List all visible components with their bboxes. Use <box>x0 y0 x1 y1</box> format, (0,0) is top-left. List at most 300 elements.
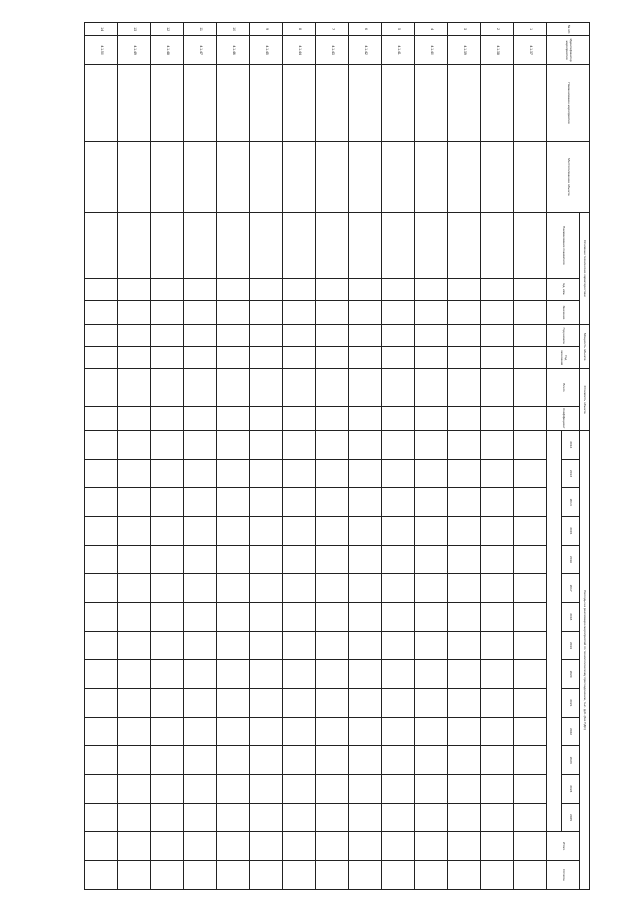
cell-id: 4.1.42 <box>349 36 382 65</box>
cell-year-value <box>448 488 481 517</box>
cell-sum <box>118 832 151 861</box>
cell-year-value <box>415 516 448 545</box>
cell-sum <box>349 832 382 861</box>
cell-end <box>217 347 250 369</box>
cell-year-value <box>349 717 382 746</box>
cell-total <box>514 369 547 406</box>
cell-sum <box>184 832 217 861</box>
cell-year-value <box>118 660 151 689</box>
cell-indicator <box>349 212 382 278</box>
cell-end <box>415 347 448 369</box>
table-row <box>316 23 349 890</box>
cell-end <box>184 347 217 369</box>
cell-year-value <box>118 717 151 746</box>
cell-indicator <box>415 212 448 278</box>
header-col-2015: 2015 <box>561 516 579 545</box>
cell-year-value <box>151 545 184 574</box>
cell-year-value <box>283 803 316 832</box>
cell-sum <box>448 832 481 861</box>
cell-year-value <box>481 803 514 832</box>
cell-year-value <box>349 689 382 718</box>
cell-year-value <box>448 545 481 574</box>
cell-year-value <box>151 459 184 488</box>
cell-year-value <box>85 660 118 689</box>
cell-location <box>217 142 250 213</box>
header-col-location: Местоположение объекта <box>547 142 590 213</box>
cell-year-value <box>151 689 184 718</box>
header-col-value: Значение <box>547 300 579 324</box>
cell-year-value <box>448 430 481 459</box>
cell-year-value <box>85 430 118 459</box>
cell-year-value <box>415 574 448 603</box>
cell-end <box>448 347 481 369</box>
cell-id: 4.1.38 <box>481 36 514 65</box>
cell-year-value <box>250 488 283 517</box>
cell-year-value <box>481 717 514 746</box>
cell-total <box>85 369 118 406</box>
cell-name <box>415 64 448 141</box>
cell-year-value <box>349 516 382 545</box>
cell-no: 1 <box>514 23 547 36</box>
cell-year-value <box>151 717 184 746</box>
cell-year-value <box>217 803 250 832</box>
cell-year-value <box>85 689 118 718</box>
cell-year-value <box>217 459 250 488</box>
cell-year-value <box>349 459 382 488</box>
cell-indicator <box>85 212 118 278</box>
cell-start <box>448 325 481 347</box>
cell-indicator <box>283 212 316 278</box>
cell-indicator <box>217 212 250 278</box>
cell-indicator <box>118 212 151 278</box>
cell-location <box>151 142 184 213</box>
cell-start <box>217 325 250 347</box>
cell-year-value <box>217 631 250 660</box>
cell-coef <box>481 406 514 430</box>
cell-year-value <box>316 631 349 660</box>
cell-value <box>118 300 151 324</box>
cell-sum <box>217 832 250 861</box>
cell-unit <box>481 278 514 300</box>
cell-year-value <box>250 603 283 632</box>
cell-rest <box>85 861 118 890</box>
cell-year-value <box>151 574 184 603</box>
cell-end <box>316 347 349 369</box>
cell-id: 4.1.48 <box>151 36 184 65</box>
cell-year-value <box>283 603 316 632</box>
cell-unit <box>514 278 547 300</box>
cell-value <box>316 300 349 324</box>
cell-year-value <box>250 717 283 746</box>
cell-sum <box>250 832 283 861</box>
cell-start <box>250 325 283 347</box>
cell-year-value <box>85 746 118 775</box>
cell-total <box>349 369 382 406</box>
header-col-no: № п/п <box>547 23 590 36</box>
table-row <box>151 23 184 890</box>
cell-year-value <box>382 775 415 804</box>
table-row <box>481 23 514 890</box>
cell-no: 11 <box>184 23 217 36</box>
cell-year-value <box>184 803 217 832</box>
cell-year-value <box>283 631 316 660</box>
cell-total <box>184 369 217 406</box>
cell-year-value <box>481 775 514 804</box>
cell-year-value <box>481 689 514 718</box>
cell-year-value <box>382 746 415 775</box>
cell-unit <box>250 278 283 300</box>
cell-coef <box>151 406 184 430</box>
cell-coef <box>382 406 415 430</box>
cell-year-value <box>448 746 481 775</box>
cell-end <box>85 347 118 369</box>
cell-year-value <box>382 459 415 488</box>
cell-year-value <box>415 775 448 804</box>
cell-year-value <box>349 488 382 517</box>
cell-unit <box>382 278 415 300</box>
cell-location <box>118 142 151 213</box>
cell-year-value <box>283 430 316 459</box>
cell-year-value <box>481 488 514 517</box>
header-group-power: Мощность объекта <box>579 325 589 369</box>
cell-no: 3 <box>448 23 481 36</box>
cell-year-value <box>184 603 217 632</box>
cell-name <box>283 64 316 141</box>
cell-year-value <box>316 545 349 574</box>
table-row <box>184 23 217 890</box>
cell-year-value <box>151 775 184 804</box>
table-row <box>349 23 382 890</box>
cell-rest <box>316 861 349 890</box>
cell-year-value <box>184 516 217 545</box>
cell-year-value <box>283 717 316 746</box>
cell-year-value <box>514 488 547 517</box>
cell-location <box>514 142 547 213</box>
cell-year-value <box>250 746 283 775</box>
cell-sum <box>316 832 349 861</box>
cell-year-value <box>217 660 250 689</box>
cell-year-value <box>448 689 481 718</box>
cell-value <box>184 300 217 324</box>
cell-year-value <box>481 430 514 459</box>
cell-end <box>382 347 415 369</box>
cell-year-value <box>514 545 547 574</box>
header-col-coef: Коэффициент <box>547 406 579 430</box>
cell-no: 13 <box>118 23 151 36</box>
cell-year-value <box>283 459 316 488</box>
cell-year-value <box>250 516 283 545</box>
table-row <box>382 23 415 890</box>
cell-indicator <box>448 212 481 278</box>
cell-year-value <box>85 574 118 603</box>
cell-name <box>85 64 118 141</box>
cell-unit <box>316 278 349 300</box>
cell-year-value <box>184 746 217 775</box>
cell-year-value <box>184 574 217 603</box>
cell-value <box>250 300 283 324</box>
cell-sum <box>382 832 415 861</box>
header-col-2024: 2024 <box>561 775 579 804</box>
cell-year-value <box>415 459 448 488</box>
cell-year-value <box>184 689 217 718</box>
cell-no: 14 <box>85 23 118 36</box>
table-row <box>283 23 316 890</box>
header-col-start: Год начала <box>547 325 579 347</box>
header-col-2016: 2016 <box>561 545 579 574</box>
cell-year-value <box>316 689 349 718</box>
cell-year-value <box>349 574 382 603</box>
cell-no: 7 <box>316 23 349 36</box>
cell-id: 4.1.41 <box>382 36 415 65</box>
cell-value <box>151 300 184 324</box>
cell-location <box>85 142 118 213</box>
cell-year-value <box>382 689 415 718</box>
cell-coef <box>250 406 283 430</box>
cell-year-value <box>118 516 151 545</box>
cell-year-value <box>415 603 448 632</box>
cell-year-value <box>283 488 316 517</box>
cell-unit <box>349 278 382 300</box>
cell-year-value <box>316 603 349 632</box>
cell-id: 4.1.37 <box>514 36 547 65</box>
cell-year-value <box>481 660 514 689</box>
cell-unit <box>217 278 250 300</box>
cell-year-value <box>217 746 250 775</box>
header-group-main: Основные технические характеристики <box>579 212 589 324</box>
cell-year-value <box>217 689 250 718</box>
cell-year-value <box>349 545 382 574</box>
cell-total <box>316 369 349 406</box>
cell-total <box>283 369 316 406</box>
cell-total <box>382 369 415 406</box>
cell-year-value <box>283 746 316 775</box>
cell-year-value <box>217 574 250 603</box>
cell-year-value <box>481 631 514 660</box>
cell-rest <box>514 861 547 890</box>
cell-total <box>250 369 283 406</box>
cell-unit <box>448 278 481 300</box>
cell-id: 4.1.40 <box>415 36 448 65</box>
cell-year-value <box>151 631 184 660</box>
header-col-2021: 2021 <box>561 689 579 718</box>
cell-year-value <box>283 660 316 689</box>
cell-year-value <box>283 516 316 545</box>
cell-location <box>382 142 415 213</box>
cell-year-value <box>415 803 448 832</box>
header-col-2017: 2017 <box>561 574 579 603</box>
cell-name <box>184 64 217 141</box>
header-col-indicator: Наименование показателя <box>547 212 579 278</box>
cell-year-value <box>217 603 250 632</box>
cell-year-value <box>382 631 415 660</box>
cell-coef <box>349 406 382 430</box>
cell-year-value <box>415 488 448 517</box>
cell-name <box>514 64 547 141</box>
cell-year-value <box>283 545 316 574</box>
cell-year-value <box>85 717 118 746</box>
cell-year-value <box>415 717 448 746</box>
cell-year-value <box>217 775 250 804</box>
cell-year-value <box>349 631 382 660</box>
cell-year-value <box>448 574 481 603</box>
cell-year-value <box>184 717 217 746</box>
cell-year-value <box>85 545 118 574</box>
cell-year-value <box>184 775 217 804</box>
cell-year-value <box>118 803 151 832</box>
cell-year-value <box>415 545 448 574</box>
cell-total <box>448 369 481 406</box>
cell-year-value <box>382 545 415 574</box>
cell-year-value <box>481 459 514 488</box>
cell-year-value <box>184 545 217 574</box>
cell-year-value <box>85 516 118 545</box>
cell-year-value <box>481 574 514 603</box>
cell-no: 12 <box>151 23 184 36</box>
header-col-unit: Ед. изм. <box>547 278 579 300</box>
header-col-2012: 2012 <box>561 430 579 459</box>
cell-location <box>184 142 217 213</box>
cell-year-value <box>85 603 118 632</box>
cell-total <box>481 369 514 406</box>
cell-year-value <box>349 660 382 689</box>
cell-year-value <box>415 430 448 459</box>
cell-coef <box>316 406 349 430</box>
cell-year-value <box>85 631 118 660</box>
cell-year-value <box>184 488 217 517</box>
cell-year-value <box>250 430 283 459</box>
cell-name <box>382 64 415 141</box>
cell-year-value <box>382 603 415 632</box>
table-row <box>85 23 118 890</box>
cell-year-value <box>382 516 415 545</box>
header-col-2013: 2013 <box>561 459 579 488</box>
cell-year-value <box>217 545 250 574</box>
cell-year-value <box>250 631 283 660</box>
cell-year-value <box>316 803 349 832</box>
cell-value <box>283 300 316 324</box>
cell-location <box>316 142 349 213</box>
cell-end <box>481 347 514 369</box>
cell-year-value <box>85 488 118 517</box>
cell-rest <box>382 861 415 890</box>
cell-rest <box>184 861 217 890</box>
header-row-groups <box>579 23 589 890</box>
cell-year-value <box>316 775 349 804</box>
cell-no: 2 <box>481 23 514 36</box>
cell-year-value <box>151 488 184 517</box>
rotated-page <box>90 22 590 890</box>
cell-rest <box>481 861 514 890</box>
cell-year-value <box>118 631 151 660</box>
cell-year-value <box>151 803 184 832</box>
cell-year-value <box>118 545 151 574</box>
cell-year-value <box>283 689 316 718</box>
cell-unit <box>283 278 316 300</box>
cell-year-value <box>118 430 151 459</box>
cell-year-value <box>184 430 217 459</box>
cell-year-value <box>415 689 448 718</box>
cell-year-value <box>316 660 349 689</box>
table-row <box>415 23 448 890</box>
cell-end <box>514 347 547 369</box>
cell-end <box>118 347 151 369</box>
cell-no: 5 <box>382 23 415 36</box>
cell-coef <box>184 406 217 430</box>
header-col-2025: 2025 <box>561 803 579 832</box>
cell-year-value <box>415 631 448 660</box>
header-col-2020: 2020 <box>561 660 579 689</box>
cell-year-value <box>118 775 151 804</box>
cell-year-value <box>250 660 283 689</box>
header-col-2022: 2022 <box>561 717 579 746</box>
cell-year-value <box>349 603 382 632</box>
cell-total <box>217 369 250 406</box>
cell-end <box>349 347 382 369</box>
cell-start <box>349 325 382 347</box>
cell-year-value <box>118 488 151 517</box>
cell-year-value <box>85 803 118 832</box>
cell-rest <box>349 861 382 890</box>
cell-no: 6 <box>349 23 382 36</box>
cell-id: 4.1.49 <box>118 36 151 65</box>
cell-year-value <box>118 574 151 603</box>
cell-year-value <box>85 459 118 488</box>
table-body <box>85 23 547 890</box>
cell-year-value <box>151 430 184 459</box>
cell-year-value <box>316 430 349 459</box>
cell-rest <box>448 861 481 890</box>
cell-start <box>283 325 316 347</box>
cell-year-value <box>514 717 547 746</box>
cell-year-value <box>382 803 415 832</box>
cell-sum <box>151 832 184 861</box>
cell-year-value <box>316 574 349 603</box>
cell-start <box>118 325 151 347</box>
cell-year-value <box>514 430 547 459</box>
cell-rest <box>283 861 316 890</box>
cell-year-value <box>514 516 547 545</box>
cell-value <box>85 300 118 324</box>
header-col-sum: Итого <box>547 832 579 861</box>
cell-name <box>349 64 382 141</box>
cell-unit <box>118 278 151 300</box>
cell-indicator <box>316 212 349 278</box>
cell-location <box>250 142 283 213</box>
cell-sum <box>514 832 547 861</box>
table-row <box>118 23 151 890</box>
header-col-total: Всего <box>547 369 579 406</box>
cell-name <box>316 64 349 141</box>
header-col-end: Год окончания <box>547 347 579 369</box>
cell-no: 9 <box>250 23 283 36</box>
cell-year-value <box>118 746 151 775</box>
cell-value <box>415 300 448 324</box>
cell-year-value <box>448 660 481 689</box>
cell-value <box>448 300 481 324</box>
cell-indicator <box>250 212 283 278</box>
cell-year-value <box>514 459 547 488</box>
header-group-years: Расходы на реализацию мероприятий по технологическому присоединению, тыс. руб. (без НДС) <box>579 430 589 889</box>
cell-no: 8 <box>283 23 316 36</box>
cell-start <box>151 325 184 347</box>
cell-year-value <box>514 603 547 632</box>
cell-year-value <box>250 459 283 488</box>
cell-year-value <box>514 689 547 718</box>
header-col-name: Наименование мероприятия <box>547 64 590 141</box>
cell-id: 4.1.39 <box>448 36 481 65</box>
cell-end <box>151 347 184 369</box>
cell-coef <box>283 406 316 430</box>
